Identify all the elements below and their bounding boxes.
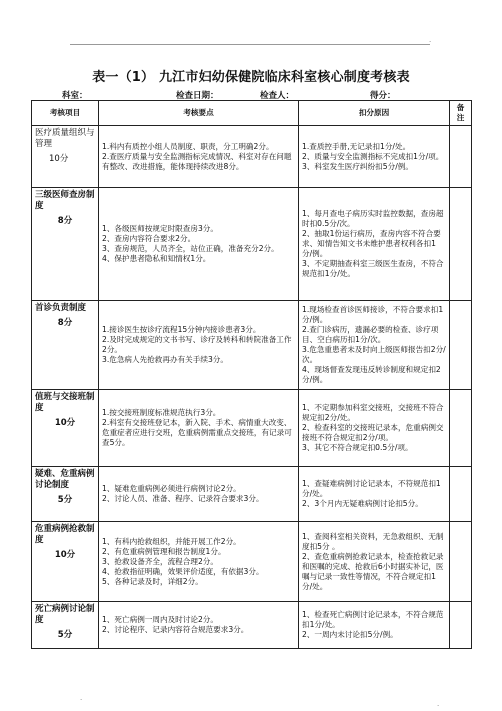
row-item-cell [32, 602, 99, 649]
point-line: 2、有危重病例管理和报告制度1分。 [102, 546, 226, 556]
row-deduct-cell [299, 126, 450, 188]
row-item-score: 8分 [57, 216, 73, 226]
row-item-cell [32, 301, 99, 390]
table-row [32, 602, 472, 649]
row-item-cell [32, 522, 99, 602]
row-item-score: 5分 [57, 495, 73, 505]
deduct-line: 2、查危重病例抢救记录本，检查抢救记录和医嘱的完成、抢救后6小时据实补记，医嘱与记录一致性等情况，不符合规定扣1分/处。 [302, 551, 444, 591]
point-line: 1、各级医师按规定时限查房3分。 [102, 224, 218, 233]
row-deduct-cell [299, 301, 450, 390]
table-row [32, 301, 472, 390]
row-item-name: 疑难、危重病例讨论制度 [35, 469, 95, 490]
row-points-cell [99, 602, 299, 649]
deduct-line: 1、检查死亡病例讨论记录本，不符合规范扣1分/处。 [302, 610, 444, 629]
row-item-name: 医疗质量组织与管理 [35, 128, 95, 149]
point-line: 1.按交接班制度标准规范执行3分。 [102, 408, 221, 417]
point-line: 3.危急病人先抢救再办有关手续3分。 [102, 355, 228, 364]
row-item-score: 10分 [54, 418, 76, 428]
header-item: 考核项目 [32, 101, 99, 126]
point-line: 1、死亡病例一周内及时讨论2分。 [102, 615, 218, 624]
deduct-line: 2、一周内未讨论扣5分/例。 [302, 630, 398, 639]
deduct-line: 1.现场检查首诊医师接诊，不符合要求扣1分/例。 [302, 305, 444, 324]
point-line: 3、抢救设备齐全，流程合理2分。 [102, 556, 218, 566]
point-line: 2.查医疗质量与安全监测指标完成情况、科室对存在问题有整改、改进措施，能体现持续改进8分。 [102, 151, 292, 171]
table-row [32, 188, 472, 301]
point-line: 1.接诊医生按诊疗流程15分钟内接诊患者3分。 [102, 325, 261, 334]
point-line: 3、查房规范，人员齐全，站位正确，准备充分2分。 [102, 244, 279, 253]
deduct-line: 2、抽取1份运行病历，查房内容不符合要求、知情告知文书未维护患者权利各扣1分/例。 [302, 229, 441, 258]
point-line: 2、讨论程序、记录内容符合规范要求3分。 [102, 625, 249, 634]
row-note-cell [450, 467, 472, 522]
row-points-cell [99, 301, 299, 390]
table-row [32, 522, 472, 602]
row-points-cell [99, 467, 299, 522]
row-points-cell [99, 522, 299, 602]
row-deduct-cell [299, 602, 450, 649]
deduct-line: 3、其它不符合规定扣0.5分/项。 [302, 443, 413, 452]
table-header-row [32, 101, 472, 126]
deduct-line: 2、3个月内无疑难病例讨论扣5分。 [302, 499, 423, 508]
row-points-cell [99, 126, 299, 188]
row-item-score: 8分 [57, 318, 73, 328]
point-line: 2、讨论人员、准备、程序、记录符合要求3分。 [102, 494, 264, 503]
point-line: 1、疑难危重病例必须进行病例讨论2分。 [102, 484, 241, 493]
row-note-cell [450, 390, 472, 467]
row-note-cell [450, 188, 472, 301]
point-line: 2、查房内容符合要求2分。 [102, 234, 196, 243]
header-mark: . [429, 36, 432, 44]
table-row [32, 390, 472, 467]
table-row [32, 126, 472, 188]
point-line: 4、保护患者隐私和知情权1分。 [102, 254, 211, 263]
deduct-line: 2、检查科室的交接班记录本，危重病例交接班不符合规定扣2分/项。 [302, 423, 444, 442]
row-item-cell [32, 188, 99, 301]
deduct-line: 3、不定期抽查科室三级医生查房，不符合规范扣1分/处。 [302, 259, 444, 278]
point-line: 2.科室有交接班登记本，新入院、手术、病情重大改变、危重症者应进行交班，危重病例需重点交接班，有记录可查5分。 [102, 418, 292, 447]
header-rule [70, 44, 430, 45]
row-item-name: 三级医师查房制度 [35, 190, 95, 211]
meta-dept: 科室： [62, 91, 88, 101]
row-note-cell [450, 301, 472, 390]
deduct-line: 3、科室发生医疗纠纷扣5分/例。 [302, 161, 413, 171]
deduct-line: 2.查门诊病历，遗漏必要的检查、诊疗项目、空白病历扣1分/次。 [302, 325, 439, 344]
point-line: 2.及时完成规定的文书书写、诊疗及转科和转院准备工作2分。 [102, 335, 292, 354]
row-item-name: 死亡病例讨论制度 [35, 604, 95, 625]
row-deduct-cell [299, 467, 450, 522]
point-line: 4、抢救指征明确，效果评价适度，有依据3分。 [102, 566, 264, 576]
row-item-name: 值班与交接班制度 [35, 392, 95, 413]
header-note: 备注 [450, 101, 472, 126]
row-item-cell [32, 390, 99, 467]
row-item-cell [32, 467, 99, 522]
table-row [32, 467, 472, 522]
deduct-line: 2、质量与安全监测指标不完成扣1分/项。 [302, 151, 444, 161]
row-note-cell [450, 126, 472, 188]
point-line: 5、各种记录及时，详细2分。 [102, 576, 203, 586]
deduct-line: 1.查质控手册,无记录扣1分/处。 [302, 141, 411, 151]
page-title: 表一（1） 九江市妇幼保健院临床科室核心制度考核表 [92, 70, 410, 85]
point-line: 1、有科内抢救组织，并能开展工作2分。 [102, 536, 241, 546]
row-points-cell [99, 188, 299, 301]
header-points: 考核要点 [99, 101, 299, 126]
row-item-name: 危重病例抢救制度 [35, 524, 95, 545]
deduct-line: 4、现场督查发现违反转诊制度和规定扣2分/例。 [302, 365, 441, 384]
row-deduct-cell [299, 188, 450, 301]
row-item-score: 10分 [49, 154, 69, 164]
row-item-cell [32, 126, 99, 188]
row-note-cell [450, 522, 472, 602]
meta-score: 得分： [370, 91, 396, 101]
deduct-line: 1、查疑难病例讨论记录本，不符规范扣1分/处。 [302, 479, 441, 498]
deduct-line: 3.危急重患者未及时向上级医师报告扣2分/次。 [302, 345, 446, 364]
footer-mark-right: . [437, 700, 440, 708]
row-deduct-cell [299, 522, 450, 602]
row-points-cell [99, 390, 299, 467]
header-deduct: 扣分原因 [299, 101, 450, 126]
table-body [32, 126, 472, 649]
deduct-line: 1、不定期参加科室交接班，交接班不符合规定扣2分/处。 [302, 403, 444, 422]
point-line: 1.科内有质控小组人员制度、职责，分工明确2分。 [102, 141, 274, 151]
deduct-line: 1、查阅科室相关资料，无急救组织、无制度扣5分 。 [302, 531, 444, 551]
assessment-table [31, 100, 472, 649]
row-deduct-cell [299, 390, 450, 467]
row-item-score: 5分 [57, 630, 73, 640]
meta-date: 检查日期： [176, 91, 219, 101]
row-note-cell [450, 602, 472, 649]
footer-mark-left: . [80, 694, 83, 702]
deduct-line: 1、每月查电子病历实时监控数据，查房超时扣0.5分/次。 [302, 209, 444, 228]
row-item-score: 10分 [54, 550, 76, 560]
row-item-name: 首诊负责制度 [35, 303, 87, 313]
meta-inspector: 检查人： [260, 91, 295, 101]
